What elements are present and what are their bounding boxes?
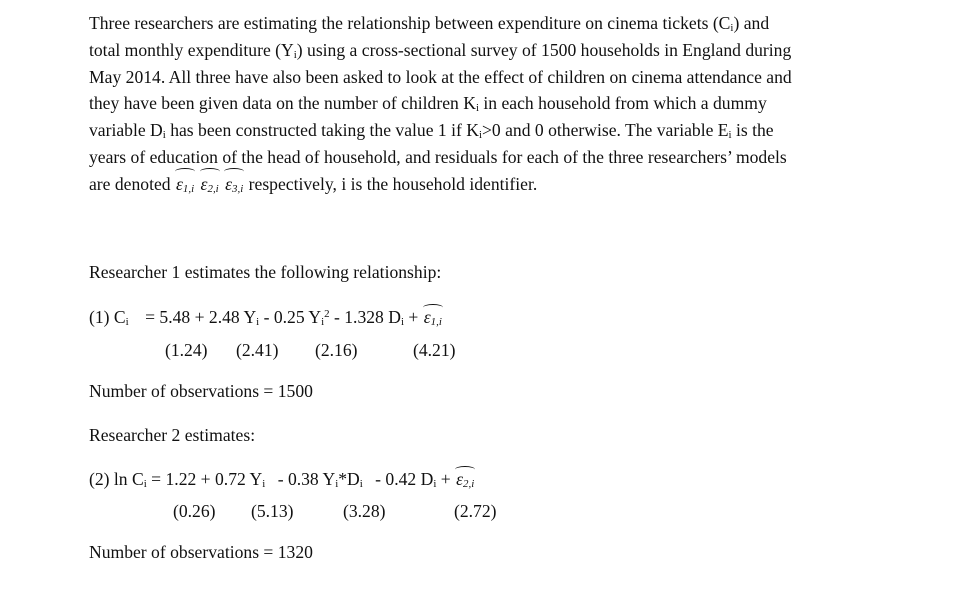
intro-line-4: [89, 90, 919, 117]
epsilon: ε: [200, 173, 208, 194]
std-error-3: (3.28): [343, 501, 386, 521]
residual-1-symbol: [423, 307, 443, 328]
eq-term: - 1.328 D: [334, 307, 401, 327]
std-error-1: (0.26): [173, 501, 216, 521]
researcher1-heading: Researcher 1 estimates the following relationship:: [89, 262, 442, 282]
eq-term: - 0.42 D: [375, 469, 434, 489]
residual-2-symbol: [455, 469, 475, 490]
eq-term: - 0.25 Y: [263, 307, 322, 327]
subscript: i: [475, 102, 479, 115]
subscript: 1,i: [182, 182, 195, 195]
std-error-1: (1.24): [165, 340, 208, 360]
subscript: i: [400, 316, 404, 329]
eq-term: +: [440, 469, 451, 489]
eq-term: = 1.22 + 0.72 Y: [151, 469, 263, 489]
intro-line-5: [89, 117, 919, 144]
subscript: i: [730, 22, 734, 35]
epsilon: ε: [225, 173, 233, 194]
intro-text: in each household from which a dummy: [478, 93, 767, 114]
subscript: i: [256, 316, 260, 329]
eq-label: (2) ln C: [89, 469, 144, 489]
eq-term: *D: [338, 469, 360, 489]
std-error-4: (4.21): [413, 340, 456, 360]
subscript: 3,i: [232, 182, 244, 195]
intro-text: >0 and 0 otherwise. The variable E: [482, 120, 729, 141]
intro-paragraph: [89, 10, 919, 198]
epsilon: ε: [175, 173, 183, 194]
intro-text: are denoted: [89, 173, 171, 194]
intro-text: is the: [731, 120, 774, 141]
intro-line-1: [89, 10, 919, 37]
intro-line-3: [89, 64, 919, 91]
residual-3-symbol: [224, 171, 244, 198]
eq-term: +: [408, 307, 419, 327]
intro-line-6: [89, 144, 919, 171]
std-error-2: (2.41): [236, 340, 279, 360]
std-error-3: (2.16): [315, 340, 358, 360]
researcher1-observations: Number of observations = 1500: [89, 381, 313, 401]
researcher2-observations: Number of observations = 1320: [89, 542, 313, 562]
equation-2: [89, 469, 475, 490]
intro-text: Three researchers are estimating the relationship between expenditure on cinema tickets (C: [89, 13, 731, 33]
subscript: i: [359, 478, 363, 491]
subscript: i: [293, 48, 297, 61]
intro-text: May 2014. All three have also been asked to look at the effect of children on cinema attendance and: [89, 66, 792, 87]
subscript: 2,i: [207, 182, 219, 195]
superscript: 2: [324, 308, 330, 320]
subscript: 1,i: [430, 316, 442, 329]
std-error-2: (5.13): [251, 501, 294, 521]
eq-term: - 0.38 Y: [277, 469, 336, 489]
intro-text: ) using a cross-sectional survey of 1500 households in England during: [296, 39, 792, 60]
subscript: i: [162, 129, 166, 142]
epsilon: ε: [423, 307, 431, 327]
subscript: i: [262, 478, 266, 491]
intro-text: total monthly expenditure (Y: [89, 39, 294, 60]
subscript: i: [728, 129, 732, 142]
subscript: i: [335, 478, 339, 491]
equation-1: [89, 307, 443, 328]
intro-text: years of education of the head of household, and residuals for each of the three researchers’ models: [89, 146, 787, 167]
residual-1-symbol: [175, 171, 195, 198]
intro-text: variable D: [89, 120, 163, 141]
eq-label: (1) C: [89, 307, 126, 327]
intro-text: they have been given data on the number of children K: [89, 93, 476, 114]
subscript: i: [478, 129, 482, 142]
subscript: i: [321, 316, 325, 329]
researcher2-heading: Researcher 2 estimates:: [89, 425, 256, 445]
subscript: i: [125, 316, 129, 329]
subscript: i: [433, 478, 437, 491]
intro-line-2: [89, 37, 919, 64]
subscript: i: [143, 478, 147, 491]
eq-term: = 5.48 + 2.48 Y: [145, 307, 257, 327]
intro-text: ) and: [733, 13, 770, 33]
residual-2-symbol: [200, 171, 220, 198]
epsilon: ε: [456, 469, 464, 489]
intro-line-7: [89, 171, 919, 198]
subscript: 2,i: [463, 478, 475, 491]
intro-text: respectively, i is the household identifier.: [248, 173, 538, 194]
std-error-4: (2.72): [454, 501, 497, 521]
intro-text: has been constructed taking the value 1 if K: [165, 120, 479, 141]
